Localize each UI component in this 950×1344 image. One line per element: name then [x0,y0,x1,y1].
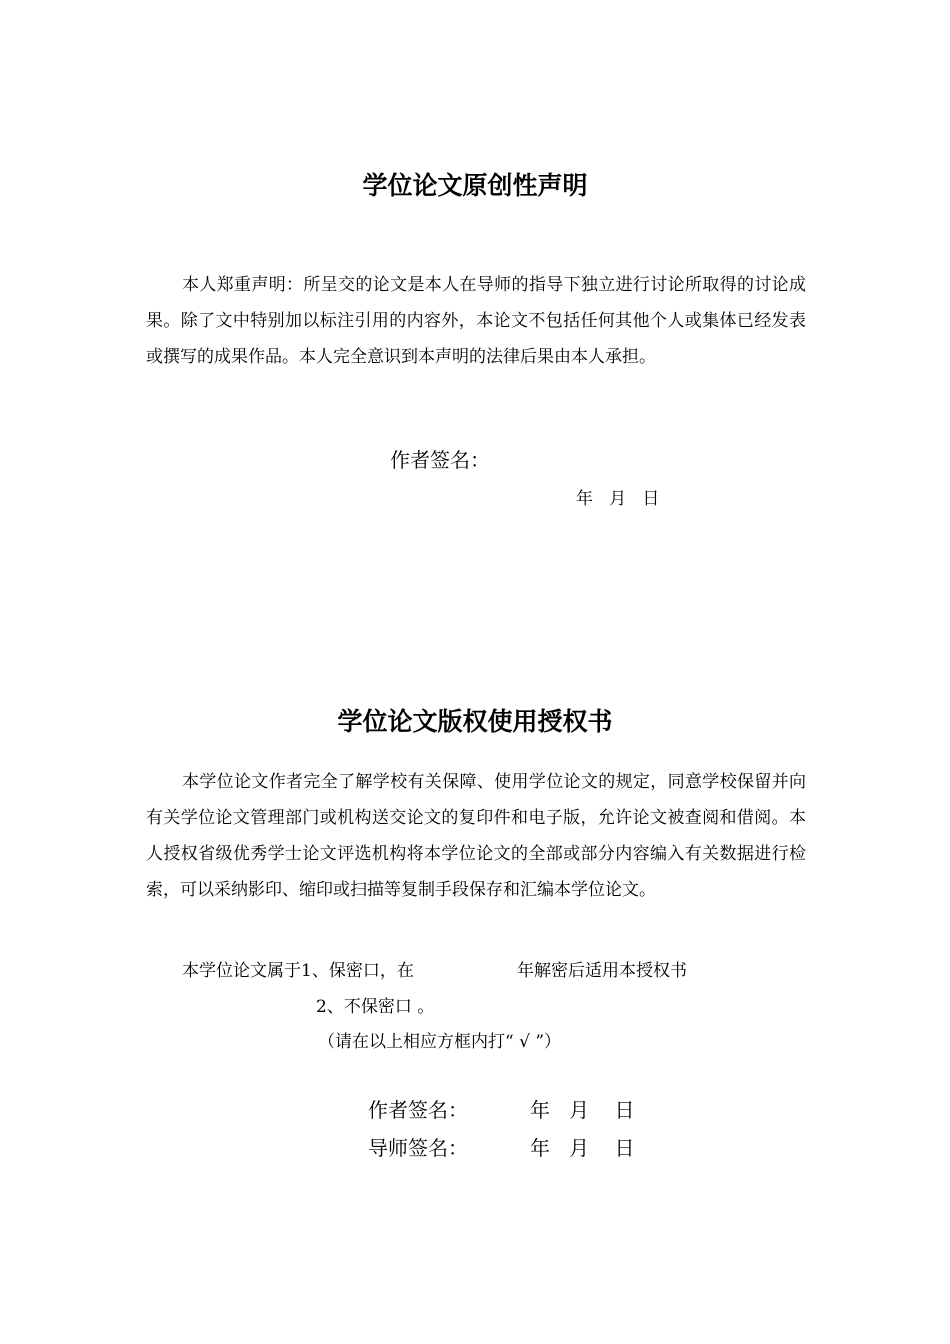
authorization-option2: 2、不保密口 。 [316,997,435,1017]
authorization-author-date-label: 年 月 日 [530,1098,635,1122]
authorization-option1-prefix: 本学位论文属于1、保密口，在 [182,961,414,981]
authorization-body: 本学位论文作者完全了解学校有关保障、使用学位论文的规定，同意学校保留并向有关学位论文管理部门或机构送交论文的复印件和电子版，允许论文被查阅和借阅。本人授权省级优秀学士论文评选机构将本学位论文的全部或部分内容编入有关数据进行检索，可以采纳影印、缩印或扫描等复制手段保存和汇编本学位论文。 [146,772,806,900]
authorization-option1-suffix: 年解密后适用本授权书 [517,961,687,981]
authorization-instruction: （请在以上相应方框内打“ √ ”） [318,1032,562,1052]
authorization-supervisor-date-label: 年 月 日 [530,1136,635,1160]
declaration-title: 学位论文原创性声明 [362,171,588,200]
declaration-date-label: 年 月 日 [576,489,660,509]
authorization-author-signature-label: 作者签名： [368,1098,468,1122]
declaration-body: 本人郑重声明：所呈交的论文是本人在导师的指导下独立进行讨论所取得的讨论成果。除了文中特别加以标注引用的内容外，本论文不包括任何其他个人或集体已经发表或撰写的成果作品。本人完全意识到本声明的法律后果由本人承担。 [146,275,806,367]
authorization-supervisor-signature-label: 导师签名： [368,1136,468,1160]
authorization-title: 学位论文版权使用授权书 [337,707,613,736]
declaration-author-signature-label: 作者签名： [390,448,490,472]
